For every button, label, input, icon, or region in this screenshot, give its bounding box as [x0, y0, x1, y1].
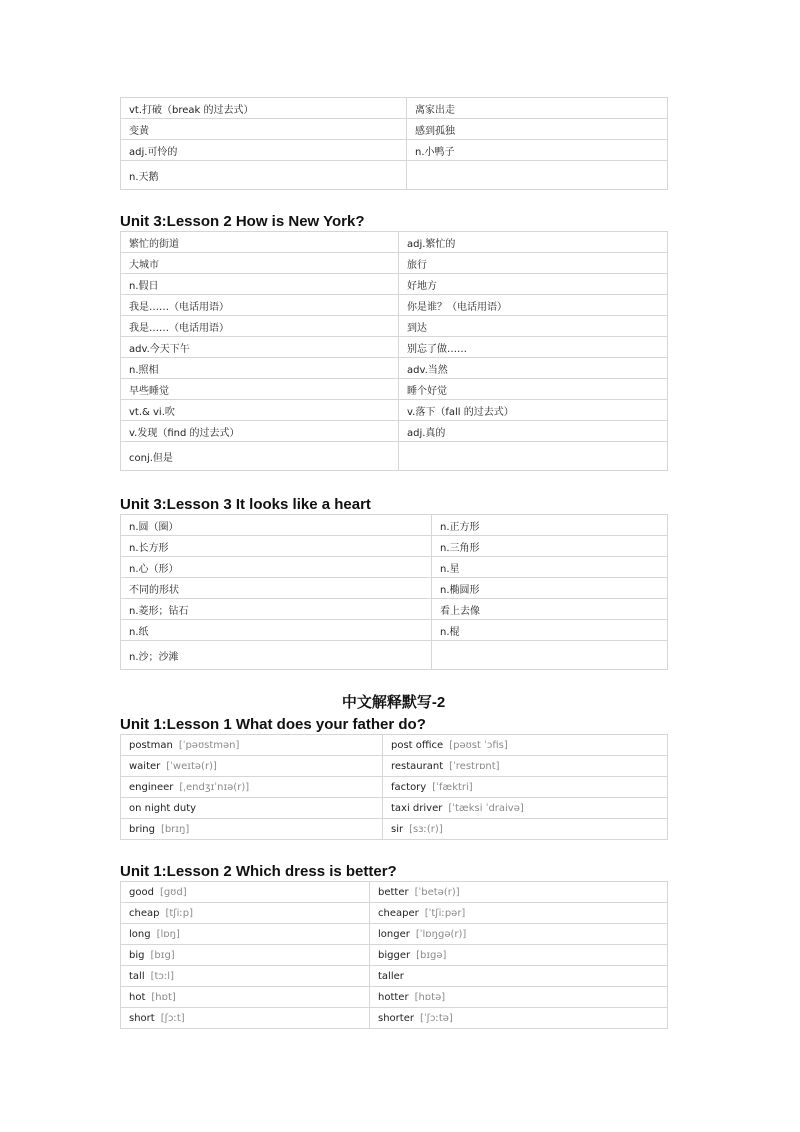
table-cell — [121, 819, 383, 840]
vocab-table — [120, 231, 668, 471]
table-row — [121, 924, 668, 945]
table-cell — [370, 987, 668, 1008]
table-cell — [121, 798, 383, 819]
table-row — [121, 536, 668, 557]
phonetic: [bɪg] — [150, 949, 175, 961]
word: good — [129, 886, 154, 898]
word: big — [129, 949, 145, 961]
word: cheap — [129, 907, 160, 919]
table-row — [121, 337, 668, 358]
table-cell: n.小鸭子 — [407, 140, 668, 161]
table-cell — [407, 161, 668, 190]
table-cell: 我是……（电话用语） — [121, 295, 399, 316]
word: factory — [391, 781, 427, 793]
table-cell: n.纸 — [121, 620, 432, 641]
table-cell: 离家出走 — [407, 98, 668, 119]
table-row — [121, 98, 668, 119]
table-cell: adv.当然 — [399, 358, 668, 379]
table-cell: 旅行 — [399, 253, 668, 274]
phonetic: [ˈweɪtə(r)] — [166, 760, 217, 772]
table-row — [121, 599, 668, 620]
table-cell: n.心（形） — [121, 557, 432, 578]
table-row — [121, 515, 668, 536]
table-cell — [121, 1008, 370, 1029]
table-cell — [370, 924, 668, 945]
table-cell — [370, 903, 668, 924]
word: cheaper — [378, 907, 419, 919]
table-row — [121, 819, 668, 840]
table-cell: adj.繁忙的 — [399, 232, 668, 253]
vocab-block-continued — [120, 97, 667, 190]
phonetic: [bɪgə] — [416, 949, 447, 961]
phonetic: [ˈbetə(r)] — [414, 886, 460, 898]
phonetic: [tɔːl] — [150, 970, 174, 982]
word: sir — [391, 823, 404, 835]
table-cell — [399, 442, 668, 471]
table-cell: n.三角形 — [432, 536, 668, 557]
table-cell — [121, 882, 370, 903]
part-title: 中文解释默写-2 — [341, 694, 446, 711]
table-row — [121, 442, 668, 471]
word: short — [129, 1012, 155, 1024]
table-cell — [383, 798, 668, 819]
section-lesson3-heart — [120, 496, 667, 670]
table-cell: 看上去像 — [432, 599, 668, 620]
table-cell — [121, 756, 383, 777]
phonetic: [ˈpəʊstmən] — [178, 739, 240, 751]
table-row — [121, 358, 668, 379]
table-cell: v.发现（find 的过去式） — [121, 421, 399, 442]
table-cell: 感到孤独 — [407, 119, 668, 140]
phonetic: [hɒtə] — [414, 991, 446, 1003]
word: postman — [129, 739, 173, 751]
table-row — [121, 987, 668, 1008]
phonetic: [ˈʃɔːtə] — [419, 1012, 453, 1024]
word: post office — [391, 739, 444, 751]
word: restaurant — [391, 760, 444, 772]
word: hotter — [378, 991, 409, 1003]
table-cell: adv.今天下午 — [121, 337, 399, 358]
phonetic: [ˌendʒɪˈnɪə(r)] — [179, 781, 250, 793]
word: longer — [378, 928, 410, 940]
table-cell — [383, 735, 668, 756]
table-cell: 大城市 — [121, 253, 399, 274]
table-cell: adj.可怜的 — [121, 140, 407, 161]
table-cell: v.落下（fall 的过去式） — [399, 400, 668, 421]
table-row — [121, 316, 668, 337]
table-cell — [370, 1008, 668, 1029]
phonetic: [ˈtʃiːpər] — [424, 907, 466, 919]
table-cell: 好地方 — [399, 274, 668, 295]
table-row — [121, 798, 668, 819]
section-heading: Unit 1:Lesson 2 Which dress is better? — [120, 863, 397, 880]
table-cell: n.正方形 — [432, 515, 668, 536]
section-lesson2-dress — [120, 863, 667, 1029]
vocab-table — [120, 97, 668, 190]
table-row — [121, 379, 668, 400]
table-cell: 你是谁？（电话用语） — [399, 295, 668, 316]
table-cell: n.沙；沙滩 — [121, 641, 432, 670]
table-row — [121, 557, 668, 578]
table-cell: n.假日 — [121, 274, 399, 295]
table-cell: n.照相 — [121, 358, 399, 379]
table-cell: n.长方形 — [121, 536, 432, 557]
table-row — [121, 253, 668, 274]
section-lesson2-new-york — [120, 213, 667, 471]
word: bigger — [378, 949, 411, 961]
table-cell: n.棍 — [432, 620, 668, 641]
section-heading: Unit 3:Lesson 3 It looks like a heart — [120, 496, 371, 513]
table-cell: 早些睡觉 — [121, 379, 399, 400]
phonetic: [ˈlɒŋgə(r)] — [415, 928, 467, 940]
table-cell: conj.但是 — [121, 442, 399, 471]
phonetic: [pəʊst ˈɔfis] — [449, 739, 508, 751]
table-cell — [121, 987, 370, 1008]
table-cell: vt.& vi.吹 — [121, 400, 399, 421]
table-row — [121, 1008, 668, 1029]
table-row — [121, 735, 668, 756]
table-cell: 我是……（电话用语） — [121, 316, 399, 337]
table-row — [121, 140, 668, 161]
section-lesson1-father — [120, 716, 667, 840]
table-cell — [383, 756, 668, 777]
phonetic: [hɒt] — [151, 991, 176, 1003]
table-row — [121, 295, 668, 316]
phonetic: [lɒŋ] — [156, 928, 180, 940]
table-cell: 繁忙的街道 — [121, 232, 399, 253]
table-cell: 不同的形状 — [121, 578, 432, 599]
table-cell — [383, 819, 668, 840]
table-cell — [121, 966, 370, 987]
table-row — [121, 274, 668, 295]
table-row — [121, 966, 668, 987]
table-cell — [370, 966, 668, 987]
word: shorter — [378, 1012, 414, 1024]
word: on night duty — [129, 802, 197, 814]
table-row — [121, 945, 668, 966]
phonetic: [ʃɔːt] — [160, 1012, 185, 1024]
table-cell — [370, 945, 668, 966]
phonetic: [gʊd] — [159, 886, 187, 898]
table-cell: 睡个好觉 — [399, 379, 668, 400]
word: bring — [129, 823, 155, 835]
table-row — [121, 232, 668, 253]
phonetic: [ˈfæktri] — [432, 781, 473, 793]
table-cell — [432, 641, 668, 670]
table-cell — [383, 777, 668, 798]
word: taxi driver — [391, 802, 443, 814]
word: taller — [378, 970, 404, 982]
table-cell: n.椭圆形 — [432, 578, 668, 599]
table-row — [121, 882, 668, 903]
table-row — [121, 903, 668, 924]
table-row — [121, 641, 668, 670]
table-cell: n.圆（圈） — [121, 515, 432, 536]
phonetic: [ˈrestrɒnt] — [449, 760, 500, 772]
table-cell: 别忘了做…… — [399, 337, 668, 358]
table-cell — [121, 735, 383, 756]
phonetic: [ˈtæksi ˈdraivə] — [448, 802, 524, 814]
table-row — [121, 119, 668, 140]
table-row — [121, 756, 668, 777]
word: long — [129, 928, 151, 940]
table-row — [121, 620, 668, 641]
table-cell: n.菱形；钻石 — [121, 599, 432, 620]
table-row — [121, 578, 668, 599]
vocab-table — [120, 734, 668, 840]
table-cell — [121, 945, 370, 966]
phonetic: [brɪŋ] — [160, 823, 190, 835]
table-cell: 到达 — [399, 316, 668, 337]
table-cell: vt.打破（break 的过去式） — [121, 98, 407, 119]
table-cell: n.天鹅 — [121, 161, 407, 190]
table-cell — [370, 882, 668, 903]
vocab-table — [120, 514, 668, 670]
table-row — [121, 161, 668, 190]
section-heading: Unit 3:Lesson 2 How is New York? — [120, 213, 365, 230]
word: waiter — [129, 760, 161, 772]
table-row — [121, 400, 668, 421]
table-row — [121, 421, 668, 442]
table-cell: adj.真的 — [399, 421, 668, 442]
word: hot — [129, 991, 146, 1003]
table-row — [121, 777, 668, 798]
word: tall — [129, 970, 145, 982]
table-cell — [121, 903, 370, 924]
word: engineer — [129, 781, 174, 793]
vocab-table — [120, 881, 668, 1029]
phonetic: [sɜː(r)] — [409, 823, 443, 835]
table-cell — [121, 924, 370, 945]
section-heading: Unit 1:Lesson 1 What does your father do? — [120, 716, 426, 733]
word: better — [378, 886, 409, 898]
table-cell — [121, 777, 383, 798]
table-cell: n.星 — [432, 557, 668, 578]
phonetic: [tʃiːp] — [165, 907, 194, 919]
table-cell: 变黄 — [121, 119, 407, 140]
